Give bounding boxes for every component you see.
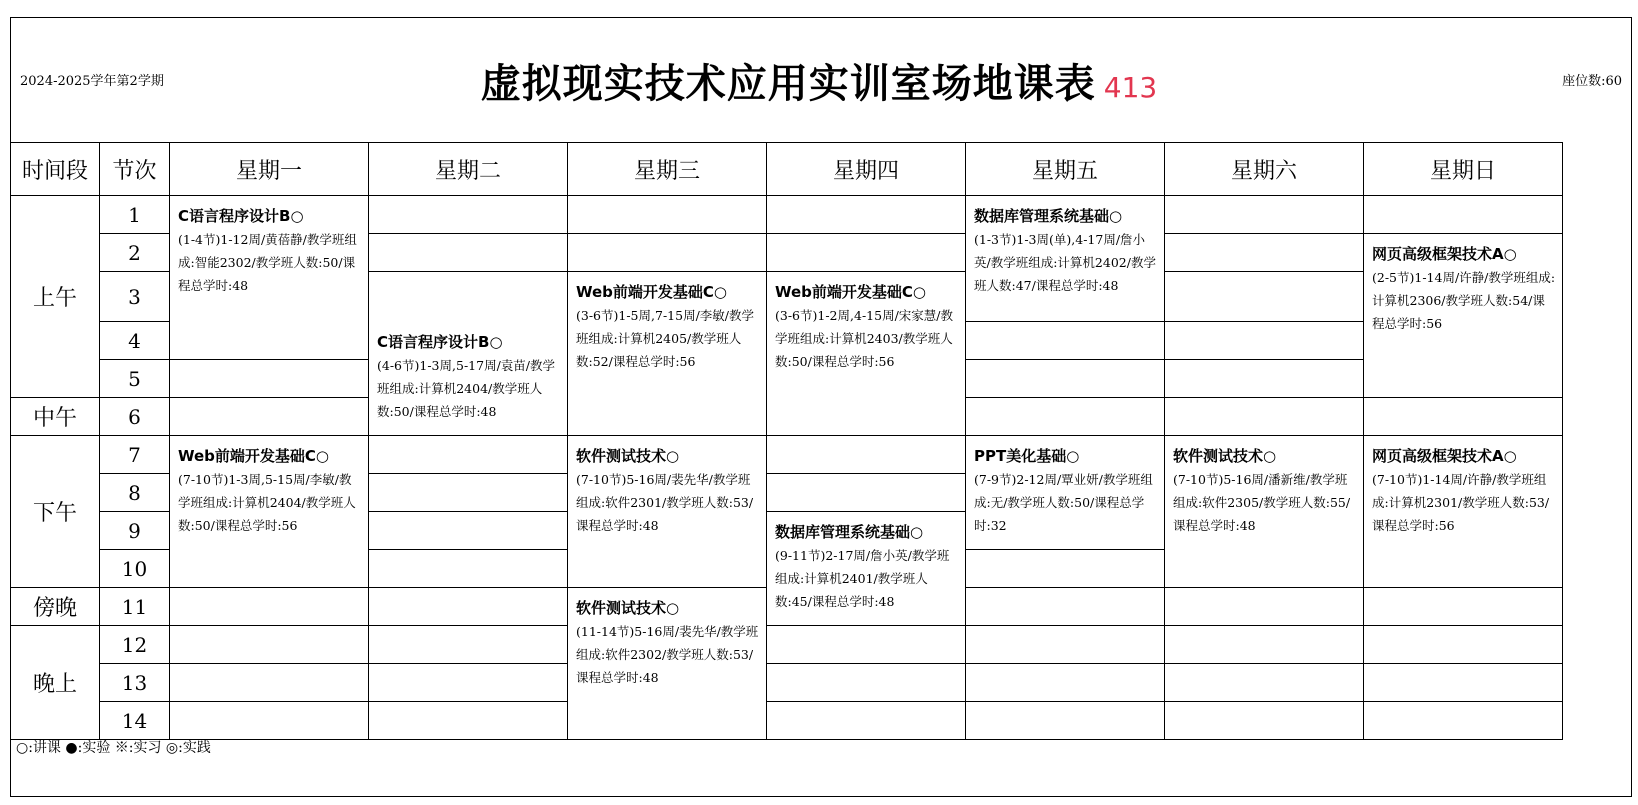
empty-cell	[369, 626, 568, 664]
empty-cell	[369, 234, 568, 272]
empty-cell	[966, 588, 1165, 626]
empty-cell	[170, 398, 369, 436]
empty-cell	[170, 626, 369, 664]
col-header-period: 时间段	[11, 143, 100, 196]
period-afternoon: 下午	[11, 436, 100, 588]
course-name: 软件测试技术○	[576, 447, 680, 465]
course-detail: (7-10节)5-16周/裴先华/教学班组成:软件2301/教学班人数:53/课程总学时:48	[576, 472, 754, 533]
slot-number: 9	[100, 512, 170, 550]
slot-number: 1	[100, 196, 170, 234]
empty-cell	[1165, 664, 1364, 702]
col-header-slot: 节次	[100, 143, 170, 196]
empty-cell	[767, 664, 966, 702]
course-detail: (7-10节)5-16周/潘新维/教学班组成:软件2305/教学班人数:55/课程总学时:48	[1173, 472, 1351, 533]
empty-cell	[767, 626, 966, 664]
course-cell-wed-am[interactable]	[568, 272, 767, 436]
empty-cell	[1165, 588, 1364, 626]
course-detail: (2-5节)1-14周/许静/教学班组成:计算机2306/教学班人数:54/课程总学时:56	[1372, 270, 1556, 331]
empty-cell	[1364, 664, 1563, 702]
period-dusk: 傍晚	[11, 588, 100, 626]
empty-cell	[369, 512, 568, 550]
course-name: 数据库管理系统基础○	[775, 523, 924, 541]
course-cell-thu-pm[interactable]	[767, 512, 966, 626]
seat-count: 座位数:60	[1562, 74, 1622, 89]
slot-number: 14	[100, 702, 170, 740]
schedule-table	[10, 142, 1563, 740]
empty-cell	[767, 474, 966, 512]
course-detail: (1-4节)1-12周/黄蓓静/教学班组成:智能2302/教学班人数:50/课程总学时:48	[178, 232, 357, 293]
empty-cell	[1165, 398, 1364, 436]
slot-number: 8	[100, 474, 170, 512]
slot-number: 3	[100, 272, 170, 322]
empty-cell	[767, 196, 966, 234]
empty-cell	[966, 398, 1165, 436]
empty-cell	[369, 196, 568, 234]
empty-cell	[966, 626, 1165, 664]
empty-cell	[1165, 626, 1364, 664]
empty-cell	[767, 436, 966, 474]
slot-number: 12	[100, 626, 170, 664]
slot-number: 10	[100, 550, 170, 588]
empty-cell	[767, 234, 966, 272]
course-name: 网页高级框架技术A○	[1372, 245, 1517, 263]
slot-number: 7	[100, 436, 170, 474]
empty-cell	[966, 664, 1165, 702]
col-header-sat: 星期六	[1165, 143, 1364, 196]
empty-cell	[966, 550, 1165, 588]
empty-cell	[369, 664, 568, 702]
course-detail: (9-11节)2-17周/詹小英/教学班组成:计算机2401/教学班人数:45/课程总学时:48	[775, 548, 950, 609]
course-detail: (7-9节)2-12周/覃业妍/教学班组成:无/教学班人数:50/课程总学时:32	[974, 472, 1153, 533]
course-detail: (11-14节)5-16周/裴先华/教学班组成:软件2302/教学班人数:53/课程总学时:48	[576, 624, 759, 685]
course-cell-wed-pm[interactable]	[568, 436, 767, 588]
empty-cell	[1364, 196, 1563, 234]
empty-cell	[767, 702, 966, 740]
course-name: C语言程序设计B○	[178, 207, 304, 225]
col-header-tue: 星期二	[369, 143, 568, 196]
course-name: Web前端开发基础C○	[178, 447, 330, 465]
course-name: Web前端开发基础C○	[775, 283, 927, 301]
course-cell-wed-eve[interactable]	[568, 588, 767, 740]
course-detail: (7-10节)1-3周,5-15周/李敏/教学班组成:计算机2404/教学班人数:50/课程总学时:56	[178, 472, 356, 533]
period-evening: 晚上	[11, 626, 100, 740]
slot-number: 4	[100, 322, 170, 360]
empty-cell	[369, 436, 568, 474]
course-detail: (1-3节)1-3周(单),4-17周/詹小英/教学班组成:计算机2402/教学班人数:47/课程总学时:48	[974, 232, 1156, 293]
col-header-mon: 星期一	[170, 143, 369, 196]
course-cell-fri-pm[interactable]	[966, 436, 1165, 550]
empty-cell	[170, 588, 369, 626]
course-name: Web前端开发基础C○	[576, 283, 728, 301]
empty-cell	[1165, 234, 1364, 272]
course-cell-sun-am[interactable]	[1364, 234, 1563, 398]
course-cell-mon-pm[interactable]	[170, 436, 369, 588]
empty-cell	[369, 702, 568, 740]
empty-cell	[966, 360, 1165, 398]
empty-cell	[1165, 322, 1364, 360]
slot-number: 11	[100, 588, 170, 626]
course-detail: (3-6节)1-5周,7-15周/李敏/教学班组成:计算机2405/教学班人数:52/课程总学时:56	[576, 308, 754, 369]
course-detail: (7-10节)1-14周/许静/教学班组成:计算机2301/教学班人数:53/课程总学时:56	[1372, 472, 1550, 533]
course-cell-thu-am[interactable]	[767, 272, 966, 436]
slot-number: 6	[100, 398, 170, 436]
empty-cell	[1364, 588, 1563, 626]
col-header-thu: 星期四	[767, 143, 966, 196]
empty-cell	[1165, 196, 1364, 234]
course-name: C语言程序设计B○	[377, 333, 503, 351]
empty-cell	[1165, 272, 1364, 322]
empty-cell	[369, 550, 568, 588]
course-cell-mon-am[interactable]	[170, 196, 369, 360]
empty-cell	[568, 196, 767, 234]
term-label: 2024-2025学年第2学期	[20, 74, 164, 89]
empty-cell	[1364, 702, 1563, 740]
course-name: 软件测试技术○	[1173, 447, 1277, 465]
period-morning: 上午	[11, 196, 100, 398]
slot-number: 13	[100, 664, 170, 702]
col-header-sun: 星期日	[1364, 143, 1563, 196]
course-detail: (4-6节)1-3周,5-17周/袁苗/教学班组成:计算机2404/教学班人数:50/课程总学时:48	[377, 358, 555, 419]
empty-cell	[1165, 360, 1364, 398]
empty-cell	[170, 702, 369, 740]
course-cell-sat-pm[interactable]	[1165, 436, 1364, 588]
empty-cell	[369, 474, 568, 512]
legend: ○:讲课 ●:实验 ※:实习 ◎:实践	[16, 740, 211, 756]
course-name: 网页高级框架技术A○	[1372, 447, 1517, 465]
empty-cell	[170, 664, 369, 702]
slot-number: 2	[100, 234, 170, 272]
course-name: 数据库管理系统基础○	[974, 207, 1123, 225]
period-noon: 中午	[11, 398, 100, 436]
course-name: 软件测试技术○	[576, 599, 680, 617]
empty-cell	[1364, 626, 1563, 664]
course-detail: (3-6节)1-2周,4-15周/宋家慧/教学班组成:计算机2403/教学班人数:50/课程总学时:56	[775, 308, 953, 369]
page-title	[0, 52, 1638, 109]
col-header-wed: 星期三	[568, 143, 767, 196]
empty-cell	[966, 322, 1165, 360]
course-cell-tue-am[interactable]	[369, 272, 568, 436]
room-number: 413	[1103, 71, 1158, 104]
course-name: PPT美化基础○	[974, 447, 1080, 465]
title-text: 虚拟现实技术应用实训室场地课表	[480, 61, 1096, 107]
empty-cell	[568, 234, 767, 272]
slot-number: 5	[100, 360, 170, 398]
empty-cell	[1364, 398, 1563, 436]
empty-cell	[1165, 702, 1364, 740]
course-cell-sun-pm[interactable]	[1364, 436, 1563, 588]
empty-cell	[369, 588, 568, 626]
empty-cell	[170, 360, 369, 398]
col-header-fri: 星期五	[966, 143, 1165, 196]
course-cell-fri-am[interactable]	[966, 196, 1165, 322]
empty-cell	[966, 702, 1165, 740]
